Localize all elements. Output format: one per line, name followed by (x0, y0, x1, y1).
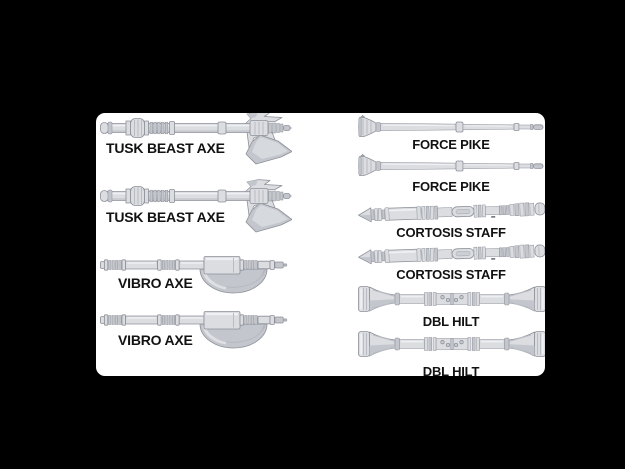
weapon-label: DBL HILT (422, 314, 480, 329)
weapon-label: TUSK BEAST AXE (106, 209, 225, 225)
weapon-label-clipped: DBL HILT (422, 364, 480, 376)
weapon-label: CORTOSIS STAFF (396, 225, 506, 240)
weapon-label: FORCE PIKE (412, 179, 490, 194)
weapon-label: CORTOSIS STAFF (396, 267, 506, 282)
force-pike-illustration (358, 153, 544, 179)
weapons-card (96, 113, 545, 376)
dbl-hilt-illustration (358, 329, 545, 359)
weapon-label: TUSK BEAST AXE (106, 140, 225, 156)
weapon-label: VIBRO AXE (118, 332, 193, 348)
weapon-label: FORCE PIKE (412, 137, 490, 152)
dbl-hilt-illustration (358, 284, 545, 314)
weapon-label: VIBRO AXE (118, 275, 193, 291)
tusk-beast-axe-illustration (100, 179, 292, 235)
